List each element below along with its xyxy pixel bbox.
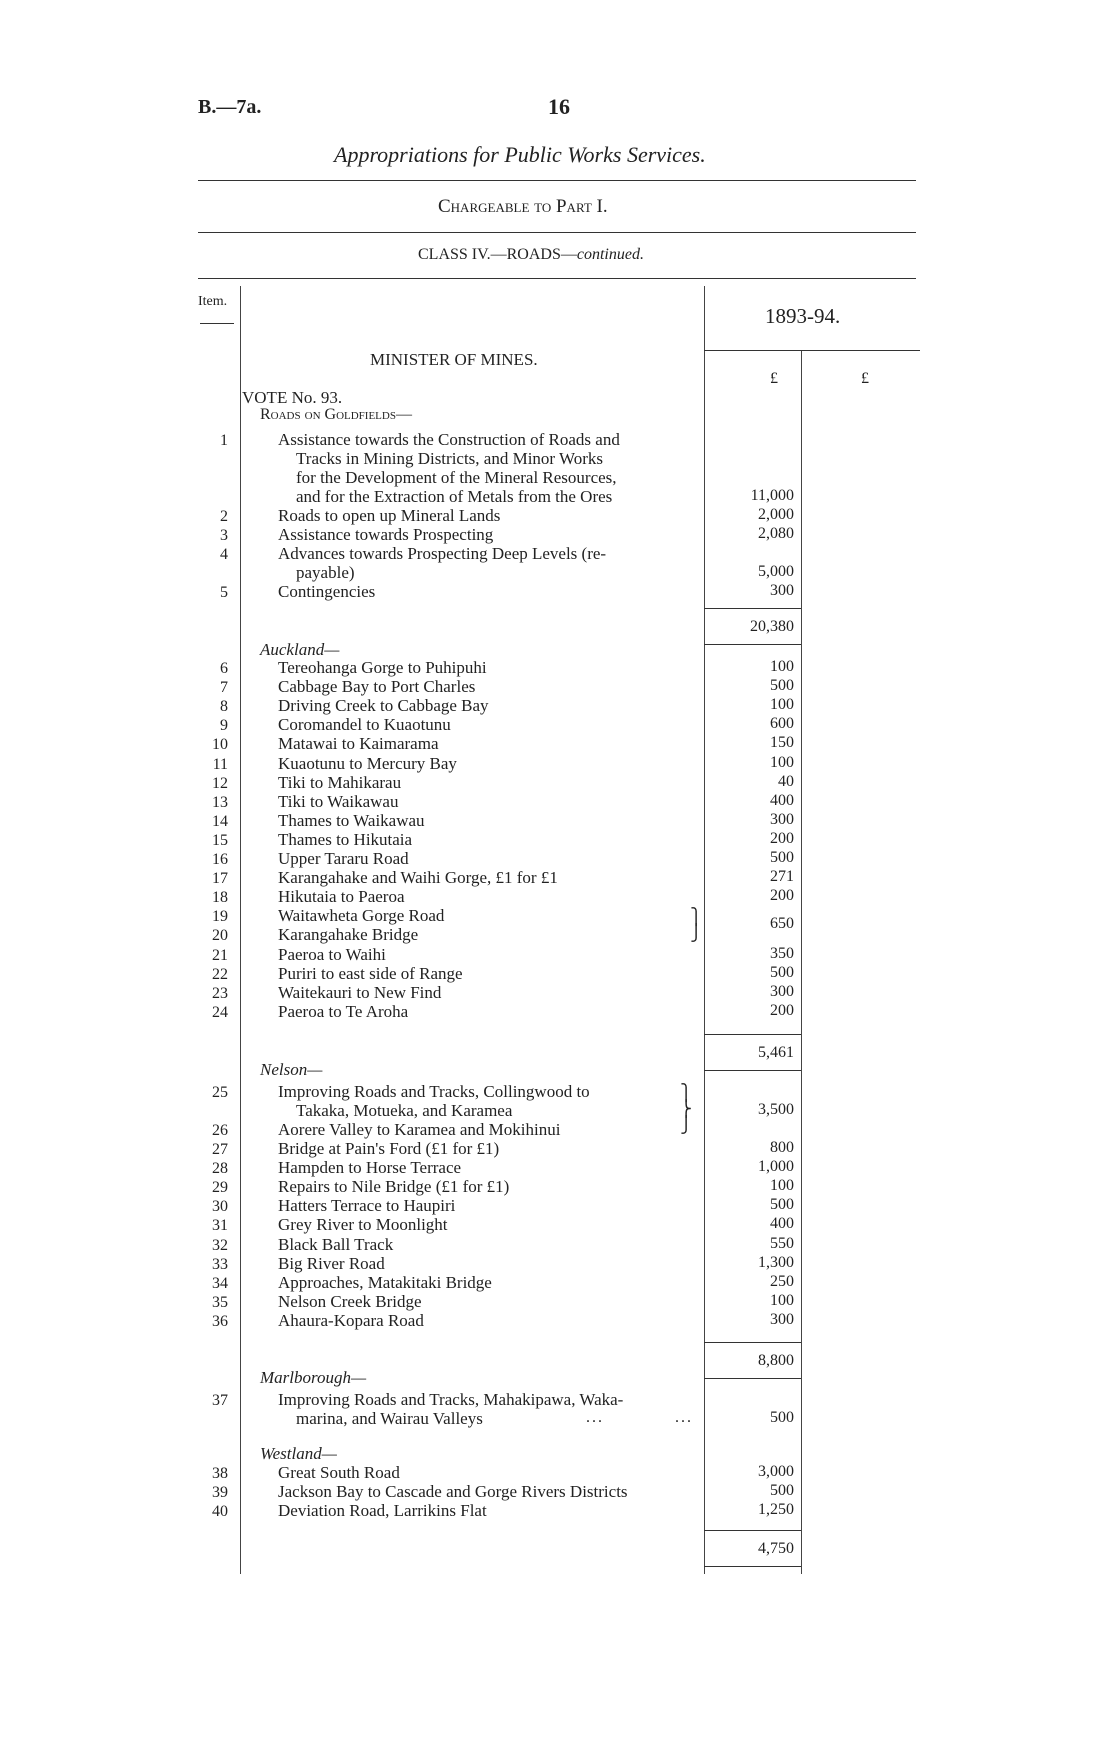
item-description: Upper Tararu Road <box>278 849 409 868</box>
item-description: Jackson Bay to Cascade and Gorge Rivers Districts <box>278 1482 628 1502</box>
item-amount: 11,000 <box>750 487 794 504</box>
item-description: Hatters Terrace to Haupiri <box>278 1196 456 1216</box>
item-number: 12 <box>212 774 228 792</box>
page-title: Appropriations for Public Works Services. <box>334 142 706 167</box>
item-amount: 500 <box>770 1409 794 1426</box>
item-number: 4 <box>220 546 228 563</box>
item-number: 2 <box>220 508 228 525</box>
item-description: Grey River to Moonlight <box>278 1215 448 1235</box>
vote-number: VOTE No. 93. <box>242 388 343 407</box>
item-amount: 400 <box>770 1215 794 1233</box>
item-number: 28 <box>212 1160 228 1178</box>
item-description: Waitawheta Gorge Road <box>278 906 445 926</box>
item-description: Deviation Road, Larrikins Flat <box>278 1501 487 1521</box>
item-amount: 400 <box>770 791 794 809</box>
item-description: Aorere Valley to Karamea and Mokihinui <box>278 1120 561 1139</box>
item-description: Nelson Creek Bridge <box>278 1291 422 1311</box>
section-heading-auckland: Auckland— <box>260 640 340 659</box>
item-amount: 2,080 <box>758 525 794 542</box>
item-number: 5 <box>220 584 228 601</box>
item-description: Advances towards Prospecting Deep Levels (re- <box>278 544 607 563</box>
item-number: 26 <box>212 1122 228 1139</box>
bracket-brace: ⎭ <box>680 1117 692 1134</box>
item-description: Ahaura-Kopara Road <box>278 1310 424 1330</box>
section-total: 4,750 <box>758 1540 794 1557</box>
section-subtitle: Chargeable to Part I. <box>438 196 608 217</box>
item-number: 7 <box>220 679 228 697</box>
item-description: Great South Road <box>278 1463 400 1482</box>
item-description: Black Ball Track <box>278 1234 394 1254</box>
item-number: 8 <box>220 698 228 716</box>
leader-dots: ... <box>586 1409 604 1426</box>
item-description: and for the Extraction of Metals from the Ores <box>296 487 613 506</box>
item-amount: 150 <box>770 734 794 752</box>
item-description: Karangahake and Waihi Gorge, £1 for £1 <box>278 868 558 888</box>
item-number: 13 <box>212 793 228 811</box>
item-column-header: Item. <box>198 294 228 309</box>
item-number: 30 <box>212 1198 228 1216</box>
page-number: 16 <box>548 94 570 119</box>
item-description: Big River Road <box>278 1253 385 1273</box>
item-amount: 300 <box>770 1310 794 1328</box>
item-description: marina, and Wairau Valleys <box>296 1409 483 1428</box>
item-description: Approaches, Matakitaki Bridge <box>278 1272 492 1292</box>
item-number: 40 <box>212 1503 228 1521</box>
item-amount: 5,000 <box>758 563 794 580</box>
item-description: Kuaotunu to Mercury Bay <box>278 753 457 773</box>
item-number: 27 <box>212 1141 228 1158</box>
section-total: 8,800 <box>758 1352 794 1369</box>
item-number: 1 <box>220 432 228 449</box>
item-number: 19 <box>212 908 228 926</box>
item-amount: 1,000 <box>758 1158 794 1176</box>
item-number: 35 <box>212 1293 228 1311</box>
item-amount: 550 <box>770 1234 794 1252</box>
item-number: 17 <box>212 870 228 888</box>
item-amount: 1,300 <box>758 1253 794 1271</box>
item-description: Contingencies <box>278 582 376 601</box>
item-amount: 2,000 <box>758 506 794 523</box>
item-number: 25 <box>212 1084 228 1101</box>
item-amount: 3,000 <box>758 1463 794 1480</box>
item-description: Tracks in Mining Districts, and Minor Works <box>296 449 603 468</box>
item-amount: 3,500 <box>758 1101 794 1118</box>
item-description: Improving Roads and Tracks, Collingwood to <box>278 1082 590 1101</box>
item-amount: 1,250 <box>758 1501 794 1519</box>
item-description: payable) <box>296 563 355 582</box>
year-column-header: 1893-94. <box>765 304 841 328</box>
item-number: 37 <box>212 1392 228 1409</box>
class-heading-continued: continued. <box>576 246 644 263</box>
item-number: 22 <box>212 965 228 983</box>
item-amount: 271 <box>770 868 794 886</box>
item-amount: 100 <box>770 1177 794 1195</box>
item-description: Driving Creek to Cabbage Bay <box>278 696 489 716</box>
item-amount: 500 <box>770 849 794 866</box>
item-number: 15 <box>212 831 228 849</box>
item-amount: 250 <box>770 1272 794 1290</box>
item-description: Repairs to Nile Bridge (£1 for £1) <box>278 1177 510 1197</box>
item-number: 32 <box>212 1236 228 1254</box>
item-number: 10 <box>212 736 228 754</box>
class-heading-main: CLASS IV.—ROADS— <box>418 246 577 263</box>
item-description: Improving Roads and Tracks, Mahakipawa, Waka- <box>278 1390 624 1409</box>
item-amount: 100 <box>770 658 794 675</box>
item-number: 36 <box>212 1312 228 1330</box>
item-description: Waitekauri to New Find <box>278 982 442 1002</box>
item-description: Karangahake Bridge <box>278 925 419 945</box>
item-amount: 300 <box>770 582 794 599</box>
item-number: 33 <box>212 1255 228 1273</box>
item-number: 21 <box>212 946 228 964</box>
item-description: Assistance towards the Construction of Roads and <box>278 430 620 449</box>
item-number: 38 <box>212 1465 228 1482</box>
item-description: Thames to Hikutaia <box>278 829 413 849</box>
item-number: 24 <box>212 1003 228 1021</box>
item-description: Tiki to Mahikarau <box>278 772 402 792</box>
section-total: 20,380 <box>750 618 794 635</box>
section-heading-nelson: Nelson— <box>260 1060 323 1079</box>
bracket-brace: ⎫ <box>680 1085 692 1102</box>
item-amount: 350 <box>770 944 794 962</box>
item-amount: 100 <box>770 696 794 714</box>
item-number: 31 <box>212 1217 228 1235</box>
item-amount: 600 <box>770 715 794 733</box>
item-amount: 500 <box>770 963 794 981</box>
item-number: 20 <box>212 927 228 945</box>
item-description: Bridge at Pain's Ford (£1 for £1) <box>278 1139 500 1158</box>
item-number: 16 <box>212 851 228 868</box>
pound-symbol-amount: £ <box>770 370 778 387</box>
item-description: for the Development of the Mineral Resources, <box>296 468 617 487</box>
item-amount: 100 <box>770 1291 794 1309</box>
item-amount: 100 <box>770 753 794 771</box>
item-amount: 200 <box>770 887 794 905</box>
item-number: 6 <box>220 660 228 677</box>
item-amount: 500 <box>770 677 794 695</box>
item-description: Roads to open up Mineral Lands <box>278 506 501 525</box>
section-total: 5,461 <box>758 1044 794 1061</box>
class-heading <box>418 246 644 264</box>
item-description: Tereohanga Gorge to Puhipuhi <box>278 658 487 677</box>
item-amount: 40 <box>778 772 794 790</box>
bracket-brace: ⎫ <box>690 909 702 926</box>
item-amount: 500 <box>770 1196 794 1214</box>
item-amount: 200 <box>770 1001 794 1019</box>
item-number: 29 <box>212 1179 228 1197</box>
item-description: Hikutaia to Paeroa <box>278 887 405 907</box>
item-description: Hampden to Horse Terrace <box>278 1158 462 1178</box>
item-description: Takaka, Motueka, and Karamea <box>296 1101 513 1120</box>
item-number: 11 <box>212 755 228 773</box>
item-description: Paeroa to Waihi <box>278 944 386 964</box>
minister-heading: MINISTER OF MINES. <box>370 350 538 369</box>
item-description: Cabbage Bay to Port Charles <box>278 677 476 697</box>
item-number: 3 <box>220 527 228 544</box>
section-heading-westland: Westland— <box>260 1444 337 1463</box>
bracket-brace: ⎭ <box>690 925 702 942</box>
item-description: Tiki to Waikawau <box>278 791 399 811</box>
item-description: Assistance towards Prospecting <box>278 525 494 544</box>
leader-dots: ... <box>675 1409 693 1426</box>
document-reference: B.—7a. <box>198 96 262 118</box>
item-number: 14 <box>212 812 228 830</box>
item-number: 23 <box>212 984 228 1002</box>
item-number: 34 <box>212 1274 228 1292</box>
item-number: 18 <box>212 889 228 907</box>
item-amount: 500 <box>770 1482 794 1500</box>
item-description: Coromandel to Kuaotunu <box>278 715 451 735</box>
item-number: 9 <box>220 717 228 735</box>
item-number: 39 <box>212 1484 228 1502</box>
item-amount: 650 <box>770 915 794 933</box>
item-amount: 200 <box>770 829 794 847</box>
item-description: Puriri to east side of Range <box>278 963 463 983</box>
bracket-brace: ⎬ <box>680 1101 692 1118</box>
item-description: Paeroa to Te Aroha <box>278 1001 409 1021</box>
item-amount: 800 <box>770 1139 794 1156</box>
item-amount: 300 <box>770 982 794 1000</box>
item-amount: 300 <box>770 810 794 828</box>
item-description: Thames to Waikawau <box>278 810 425 830</box>
pound-symbol-total: £ <box>861 370 869 387</box>
goldfields-heading: Roads on Goldfields— <box>260 406 412 423</box>
item-description: Matawai to Kaimarama <box>278 734 439 754</box>
section-heading-marlborough: Marlborough— <box>260 1368 367 1387</box>
